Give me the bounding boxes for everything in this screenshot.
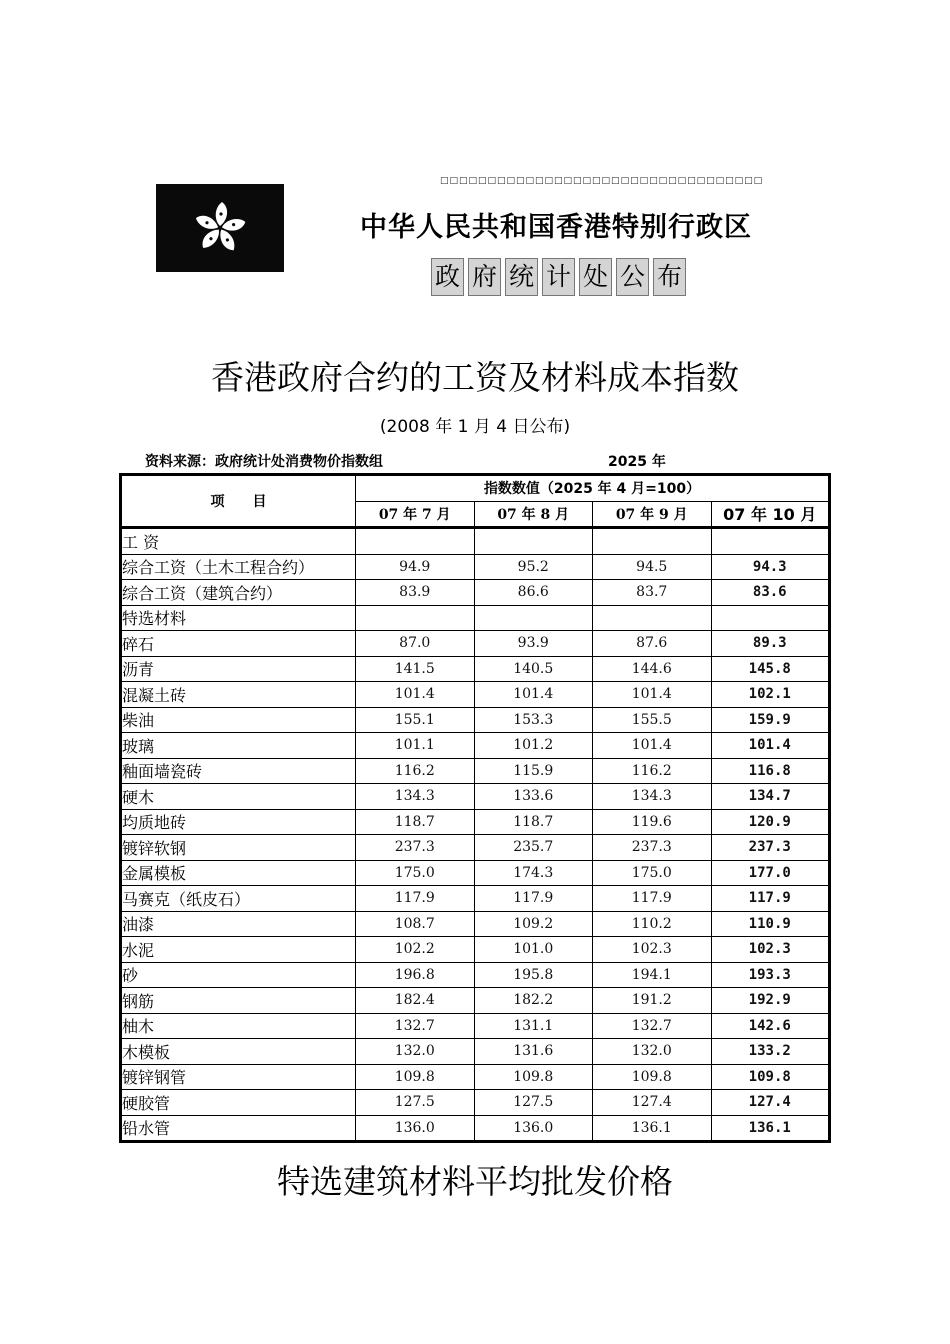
index-value: 237.3 — [711, 835, 830, 861]
item-name: 硬胶管 — [121, 1090, 356, 1116]
item-name: 铅水管 — [121, 1115, 356, 1142]
index-value: 116.2 — [356, 758, 475, 784]
index-value: 101.4 — [593, 733, 712, 759]
index-value: 134.3 — [593, 784, 712, 810]
index-value: 127.4 — [593, 1090, 712, 1116]
index-value: 109.8 — [711, 1064, 830, 1090]
empty-cell — [711, 528, 830, 555]
index-value: 83.9 — [356, 580, 475, 606]
index-value: 127.4 — [711, 1090, 830, 1116]
empty-cell — [356, 528, 475, 555]
index-value: 182.4 — [356, 988, 475, 1014]
table-row — [121, 733, 830, 759]
index-value: 140.5 — [474, 656, 593, 682]
index-value: 116.2 — [593, 758, 712, 784]
index-value: 131.6 — [474, 1039, 593, 1065]
header-garbled-line: □□□□□□□□□□□□□□□□□□□□□□□□□□□□□□□□□□ — [440, 176, 764, 186]
table-row — [121, 1115, 830, 1142]
index-value: 102.2 — [356, 937, 475, 963]
index-value: 117.9 — [593, 886, 712, 912]
index-value: 87.0 — [356, 631, 475, 657]
index-value: 101.1 — [356, 733, 475, 759]
announce-char: 处 — [579, 258, 612, 296]
table-row — [121, 1039, 830, 1065]
item-name: 柴油 — [121, 707, 356, 733]
index-value: 102.3 — [711, 937, 830, 963]
page-title: 香港政府合约的工资及材料成本指数 — [211, 358, 739, 397]
index-value: 101.4 — [474, 682, 593, 708]
index-value: 94.3 — [711, 554, 830, 580]
index-value: 177.0 — [711, 860, 830, 886]
index-value: 136.0 — [356, 1115, 475, 1142]
index-value: 127.5 — [474, 1090, 593, 1116]
index-value: 153.3 — [474, 707, 593, 733]
index-value: 132.0 — [593, 1039, 712, 1065]
section-row — [121, 605, 830, 631]
item-header: 项 目 — [121, 475, 356, 528]
section-label: 特选材料 — [121, 605, 356, 631]
index-value: 110.9 — [711, 911, 830, 937]
index-value: 132.0 — [356, 1039, 475, 1065]
month-header: 07 年 9 月 — [593, 501, 712, 528]
announce-char: 计 — [542, 258, 575, 296]
index-value: 120.9 — [711, 809, 830, 835]
index-value: 132.7 — [593, 1013, 712, 1039]
table-row — [121, 707, 830, 733]
index-value: 131.1 — [474, 1013, 593, 1039]
index-value: 102.1 — [711, 682, 830, 708]
item-name: 釉面墙瓷砖 — [121, 758, 356, 784]
month-header: 07 年 8 月 — [474, 501, 593, 528]
table-row — [121, 758, 830, 784]
item-name: 砂 — [121, 962, 356, 988]
index-value: 159.9 — [711, 707, 830, 733]
index-value: 109.8 — [593, 1064, 712, 1090]
index-value: 101.4 — [711, 733, 830, 759]
index-value: 192.9 — [711, 988, 830, 1014]
index-value: 133.6 — [474, 784, 593, 810]
item-name: 镀锌软钢 — [121, 835, 356, 861]
index-value: 237.3 — [593, 835, 712, 861]
index-value: 117.9 — [356, 886, 475, 912]
item-name: 硬木 — [121, 784, 356, 810]
index-value: 175.0 — [593, 860, 712, 886]
index-value: 102.3 — [593, 937, 712, 963]
table-row — [121, 809, 830, 835]
table-body — [121, 528, 830, 1142]
index-value: 119.6 — [593, 809, 712, 835]
item-name: 镀锌钢管 — [121, 1064, 356, 1090]
empty-cell — [711, 605, 830, 631]
index-value: 87.6 — [593, 631, 712, 657]
table-row — [121, 554, 830, 580]
index-value: 136.1 — [593, 1115, 712, 1142]
item-name: 钢筋 — [121, 988, 356, 1014]
index-value: 132.7 — [356, 1013, 475, 1039]
index-value: 109.8 — [474, 1064, 593, 1090]
section-label: 工 资 — [121, 528, 356, 555]
month-header: 07 年 7 月 — [356, 501, 475, 528]
index-table — [119, 473, 831, 1143]
item-name: 均质地砖 — [121, 809, 356, 835]
index-value: 95.2 — [474, 554, 593, 580]
item-name: 玻璃 — [121, 733, 356, 759]
index-value: 118.7 — [474, 809, 593, 835]
index-value: 195.8 — [474, 962, 593, 988]
item-name: 综合工资（土木工程合约） — [121, 554, 356, 580]
empty-cell — [593, 528, 712, 555]
table-row — [121, 835, 830, 861]
table-row — [121, 656, 830, 682]
index-value: 101.2 — [474, 733, 593, 759]
table-row — [121, 937, 830, 963]
index-value: 141.5 — [356, 656, 475, 682]
index-value: 93.9 — [474, 631, 593, 657]
section-row — [121, 528, 830, 555]
release-date: (2008 年 1 月 4 日公布) — [379, 417, 571, 437]
index-value: 175.0 — [356, 860, 475, 886]
government-name: 中华人民共和国香港特别行政区 — [360, 212, 752, 243]
table-row — [121, 860, 830, 886]
index-value: 191.2 — [593, 988, 712, 1014]
item-name: 柚木 — [121, 1013, 356, 1039]
bauhinia-icon — [190, 198, 250, 258]
index-value: 116.8 — [711, 758, 830, 784]
table-row — [121, 1090, 830, 1116]
item-name: 混凝土砖 — [121, 682, 356, 708]
table-row — [121, 988, 830, 1014]
index-value: 136.1 — [711, 1115, 830, 1142]
table-row — [121, 682, 830, 708]
item-name: 综合工资（建筑合约） — [121, 580, 356, 606]
index-value: 127.5 — [356, 1090, 475, 1116]
index-value: 101.0 — [474, 937, 593, 963]
index-value: 142.6 — [711, 1013, 830, 1039]
table-row — [121, 1064, 830, 1090]
table-row — [121, 580, 830, 606]
empty-cell — [593, 605, 712, 631]
empty-cell — [474, 605, 593, 631]
item-name: 木模板 — [121, 1039, 356, 1065]
month-header: 07 年 10 月 — [711, 501, 830, 528]
index-value: 155.1 — [356, 707, 475, 733]
announce-char: 布 — [653, 258, 686, 296]
table-row — [121, 631, 830, 657]
index-value: 237.3 — [356, 835, 475, 861]
hksar-flag — [156, 184, 284, 272]
announce-char: 政 — [431, 258, 464, 296]
table-row — [121, 784, 830, 810]
index-value: 86.6 — [474, 580, 593, 606]
index-value: 89.3 — [711, 631, 830, 657]
year-label: 2025 年 — [608, 454, 666, 470]
announcement-label — [431, 258, 686, 296]
index-value: 194.1 — [593, 962, 712, 988]
announce-char: 公 — [616, 258, 649, 296]
announce-char: 府 — [468, 258, 501, 296]
item-name: 沥青 — [121, 656, 356, 682]
index-value: 83.7 — [593, 580, 712, 606]
table-row — [121, 886, 830, 912]
index-value: 174.3 — [474, 860, 593, 886]
index-value: 101.4 — [593, 682, 712, 708]
index-value: 136.0 — [474, 1115, 593, 1142]
index-value: 83.6 — [711, 580, 830, 606]
table-row — [121, 962, 830, 988]
index-value: 109.8 — [356, 1064, 475, 1090]
index-value: 193.3 — [711, 962, 830, 988]
table-row — [121, 911, 830, 937]
index-value: 117.9 — [711, 886, 830, 912]
item-name: 金属模板 — [121, 860, 356, 886]
index-value: 133.2 — [711, 1039, 830, 1065]
index-value: 110.2 — [593, 911, 712, 937]
index-value: 118.7 — [356, 809, 475, 835]
index-value: 108.7 — [356, 911, 475, 937]
index-value: 134.7 — [711, 784, 830, 810]
announce-char: 统 — [505, 258, 538, 296]
index-value: 109.2 — [474, 911, 593, 937]
empty-cell — [474, 528, 593, 555]
index-value: 196.8 — [356, 962, 475, 988]
item-name: 水泥 — [121, 937, 356, 963]
item-name: 油漆 — [121, 911, 356, 937]
data-source: 资料来源：政府统计处消费物价指数组 — [145, 454, 383, 470]
index-value: 101.4 — [356, 682, 475, 708]
table-row — [121, 1013, 830, 1039]
item-name: 马赛克（纸皮石） — [121, 886, 356, 912]
index-value: 94.5 — [593, 554, 712, 580]
section-title: 特选建筑材料平均批发价格 — [277, 1162, 673, 1201]
empty-cell — [356, 605, 475, 631]
index-value: 115.9 — [474, 758, 593, 784]
index-value: 145.8 — [711, 656, 830, 682]
index-value: 155.5 — [593, 707, 712, 733]
index-value: 134.3 — [356, 784, 475, 810]
index-value: 144.6 — [593, 656, 712, 682]
index-value: 235.7 — [474, 835, 593, 861]
index-value: 182.2 — [474, 988, 593, 1014]
item-name: 碎石 — [121, 631, 356, 657]
index-value: 94.9 — [356, 554, 475, 580]
index-value: 117.9 — [474, 886, 593, 912]
index-header: 指数数值（2025 年 4 月=100） — [356, 475, 830, 502]
